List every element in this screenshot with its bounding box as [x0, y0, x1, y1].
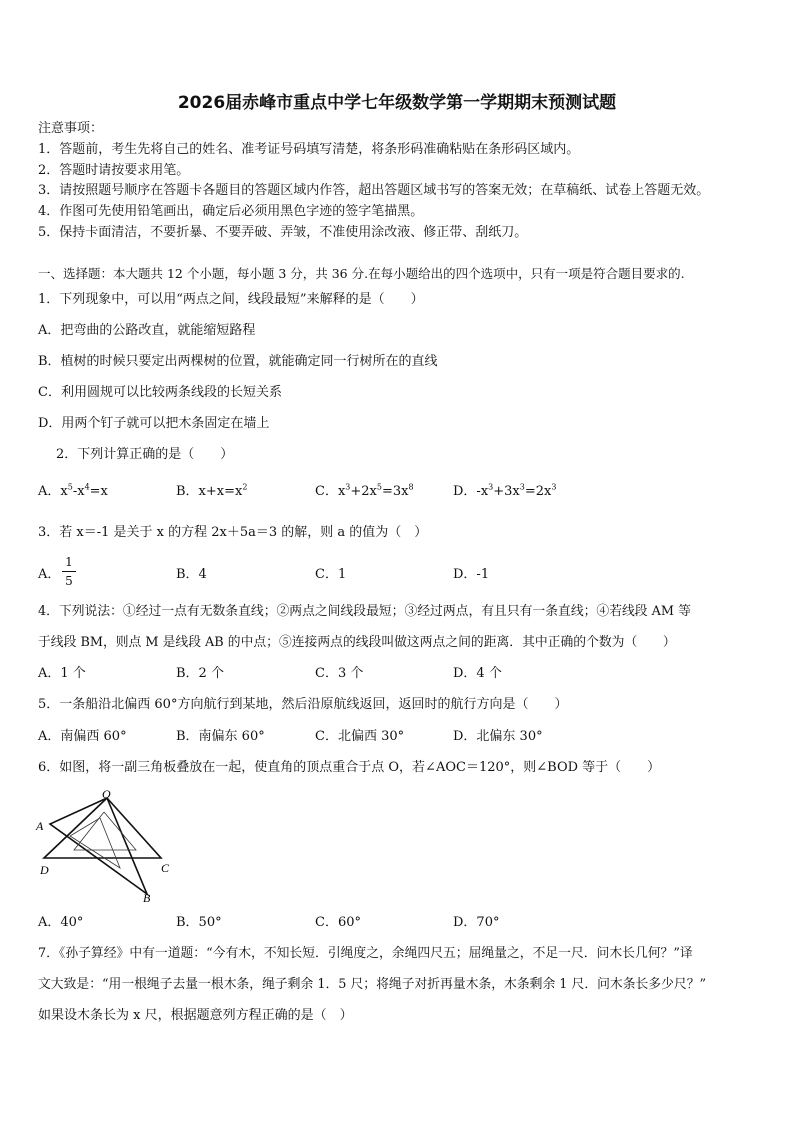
label-o: O [102, 788, 111, 801]
q3-option-b: B．4 [176, 567, 207, 582]
q6-option-a: A．40° [38, 915, 84, 930]
q1-stem: 1．下列现象中，可以用“两点之间，线段最短”来解释的是（ ） [38, 292, 424, 307]
q4-line-1: 4．下列说法：①经过一点有无数条直线；②两点之间线段最短；③经过两点，有且只有一条直线；④若线段 AM 等 [38, 604, 691, 619]
q5-option-a: A．南偏西 60° [38, 729, 127, 744]
q2-stem: 2．下列计算正确的是（ ） [56, 447, 234, 462]
q3-stem: 3．若 x＝-1 是关于 x 的方程 2x＋5a＝3 的解，则 a 的值为（ ） [38, 525, 428, 540]
notice-item-4: 4．作图可先使用铅笔画出，确定后必须用黑色字迹的签字笔描黑。 [38, 204, 424, 219]
notice-item-3: 3．请按照题号顺序在答题卡各题目的答题区域内作答，超出答题区域书写的答案无效；在草稿纸、试卷上答题无效。 [38, 183, 710, 198]
q2-option-a: A．$x^5-x^4=x$ [38, 482, 108, 499]
label-b: B [143, 891, 151, 904]
q3-option-d: D．-1 [453, 567, 490, 582]
notice-item-5: 5．保持卡面清洁，不要折暴、不要弄破、弄皱，不准使用涂改液、修正带、刮纸刀。 [38, 225, 528, 240]
q7-line-2: 文大致是：“用一根绳子去量一根木条，绳子剩余 1．5 尺；将绳子对折再量木条，木条剩余 1 尺．问木条长多少尺？” [38, 977, 707, 992]
q1-option-d: D．用两个钉子就可以把木条固定在墙上 [38, 416, 270, 431]
q2-option-d: D．$-x^3+3x^3=2x^3$ [453, 482, 557, 499]
q7-line-3: 如果设木条长为 x 尺，根据题意列方程正确的是（ ） [38, 1008, 353, 1023]
section-heading: 一、选择题：本大题共 12 个小题，每小题 3 分，共 36 分.在每小题给出的四个选项中，只有一项是符合题目要求的. [38, 266, 685, 281]
q3-option-a-label: A． [38, 567, 61, 582]
triangle-figure [30, 788, 180, 904]
notice-item-2: 2．答题时请按要求用笔。 [38, 163, 190, 178]
q4-option-a: A．1 个 [38, 666, 86, 681]
q4-option-c: C．3 个 [315, 666, 364, 681]
triangle-odc [44, 798, 161, 858]
q5-option-d: D．北偏东 30° [453, 729, 543, 744]
q6-option-d: D．70° [453, 915, 500, 930]
q1-option-a: A．把弯曲的公路改直，就能缩短路程 [38, 323, 256, 338]
q6-option-c: C．60° [315, 915, 361, 930]
notice-heading: 注意事项： [38, 121, 104, 136]
q7-line-1: 7．《孙子算经》中有一道题：“今有木，不知长短．引绳度之，余绳四尺五；屈绳量之，不足一尺．问木长几何？”译 [38, 946, 693, 961]
q4-line-2: 于线段 BM，则点 M 是线段 AB 的中点；⑤连接两点的线段叫做这两点之间的距离．其中正确的个数为（ ） [38, 635, 676, 650]
q4-option-d: D．4 个 [453, 666, 502, 681]
label-d: D [40, 863, 49, 877]
label-a: A [36, 819, 44, 833]
q6-stem: 6．如图，将一副三角板叠放在一起，使直角的顶点重合于点 O，若∠AOC＝120°，则∠BOD 等于（ ） [38, 760, 661, 775]
q1-option-b: B．植树的时候只要定出两棵树的位置，就能确定同一行树所在的直线 [38, 354, 438, 369]
q5-stem: 5．一条船沿北偏西 60°方向航行到某地，然后沿原航线返回，返回时的航行方向是（ ） [38, 697, 568, 712]
q3-option-a-fraction: 1 5 [62, 555, 76, 588]
q1-option-c: C．利用圆规可以比较两条线段的长短关系 [38, 385, 282, 400]
page-title: 2026届赤峰市重点中学七年级数学第一学期期末预测试题 [177, 93, 617, 113]
q5-option-b: B．南偏东 60° [176, 729, 265, 744]
q2-option-c: C．$x^3+2x^5=3x^8$ [315, 482, 414, 499]
q3-option-c: C．1 [315, 567, 347, 582]
q4-option-b: B．2 个 [176, 666, 224, 681]
notice-item-1: 1．答题前，考生先将自己的姓名、准考证号码填写清楚，将条形码准确粘贴在条形码区域内。 [38, 142, 580, 157]
q2-option-b: B．$x+x=x^2$ [176, 482, 248, 499]
label-c: C [161, 861, 170, 875]
q6-option-b: B．50° [176, 915, 222, 930]
q5-option-c: C．北偏西 30° [315, 729, 405, 744]
